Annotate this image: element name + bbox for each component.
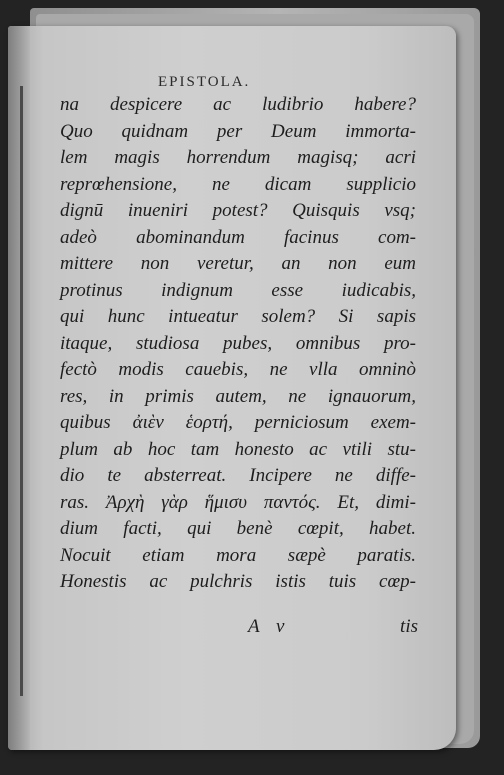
text-line: Honestis ac pulchris istis tuis cœp- [60, 571, 416, 592]
text-line: dio te absterreat. Incipere ne diffe- [60, 465, 416, 486]
book-page [8, 26, 456, 750]
text-line: dium facti, qui benè cœpit, habet. [60, 518, 416, 539]
text-line: res, in primis autem, ne ignauorum, [60, 385, 416, 407]
body-text [60, 92, 416, 596]
text-line: quibus ἀιὲν ἑορτή, perniciosum exem- [60, 412, 416, 433]
text-line: itaque, studiosa pubes, omnibus pro- [60, 332, 416, 354]
signature-line [248, 616, 418, 638]
text-line: na despicere ac ludibrio habere? [60, 94, 416, 115]
catchword: tis [400, 616, 418, 637]
signature-mark: A v [248, 616, 291, 637]
text-line: Nocuit etiam mora sæpè paratis. [60, 544, 416, 566]
text-line: ras. Ἀρχὴ γὰρ ἥμισυ παντός. Et, dimi- [60, 491, 416, 513]
text-line: fectò modis cauebis, ne vlla omninò [60, 359, 416, 380]
text-line: qui hunc intueatur solem? Si sapis [60, 306, 416, 327]
text-line: Quo quidnam per Deum immorta- [60, 120, 416, 142]
binding-edge [8, 26, 30, 750]
running-head: EPISTOLA. [158, 74, 251, 90]
text-line: dignū inueniri potest? Quisquis vsq; [60, 200, 416, 221]
text-line: adeò abominandum facinus com- [60, 226, 416, 248]
binding-shadow-line [20, 86, 23, 696]
text-line: plum ab hoc tam honesto ac vtili stu- [60, 438, 416, 460]
text-line: mittere non veretur, an non eum [60, 253, 416, 274]
text-line: protinus indignum esse iudicabis, [60, 279, 416, 301]
text-line: lem magis horrendum magisq; acri [60, 147, 416, 168]
text-line: reprœhensione, ne dicam supplicio [60, 173, 416, 195]
